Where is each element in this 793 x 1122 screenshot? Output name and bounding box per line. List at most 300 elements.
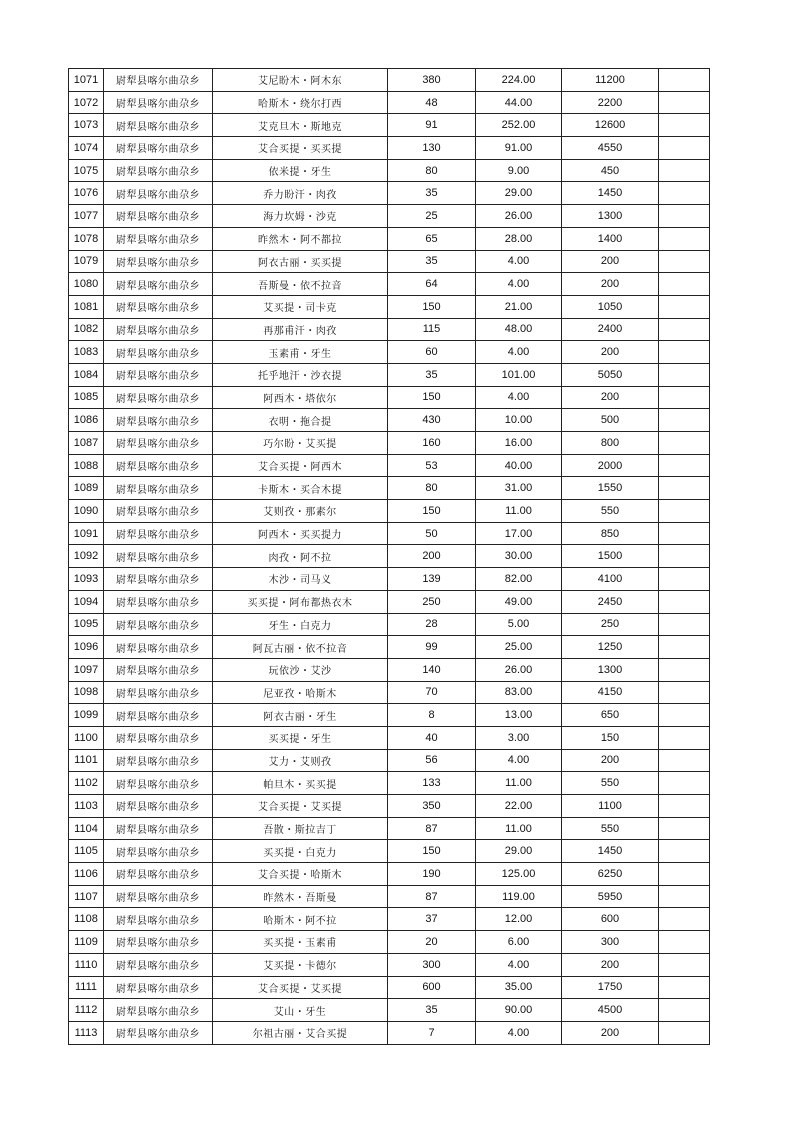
amount-cell: 30.00 bbox=[476, 545, 562, 568]
name-cell: 艾力・艾则孜 bbox=[213, 749, 388, 772]
amount-cell: 11.00 bbox=[476, 772, 562, 795]
name-cell: 艾买提・司卡克 bbox=[213, 295, 388, 318]
name-cell: 艾买提・卡德尔 bbox=[213, 953, 388, 976]
table-row bbox=[69, 386, 710, 409]
name-cell: 买买提・白克力 bbox=[213, 840, 388, 863]
amount-cell: 4.00 bbox=[476, 953, 562, 976]
amount-cell: 25.00 bbox=[476, 636, 562, 659]
township-cell: 尉犁县喀尔曲尕乡 bbox=[104, 636, 213, 659]
table-row bbox=[69, 613, 710, 636]
row-number: 1098 bbox=[69, 681, 104, 704]
row-number: 1111 bbox=[69, 976, 104, 999]
table-row bbox=[69, 318, 710, 341]
table-row bbox=[69, 545, 710, 568]
township-cell: 尉犁县喀尔曲尕乡 bbox=[104, 545, 213, 568]
township-cell: 尉犁县喀尔曲尕乡 bbox=[104, 522, 213, 545]
name-cell: 阿瓦古丽・依不拉音 bbox=[213, 636, 388, 659]
name-cell: 巧尔盼・艾买提 bbox=[213, 432, 388, 455]
name-cell: 玩依沙・艾沙 bbox=[213, 658, 388, 681]
row-number: 1077 bbox=[69, 205, 104, 228]
empty-cell bbox=[659, 885, 710, 908]
quantity-cell: 37 bbox=[388, 908, 476, 931]
row-number: 1089 bbox=[69, 477, 104, 500]
row-number: 1085 bbox=[69, 386, 104, 409]
amount-cell: 4.00 bbox=[476, 250, 562, 273]
row-number: 1078 bbox=[69, 227, 104, 250]
row-number: 1095 bbox=[69, 613, 104, 636]
quantity-cell: 8 bbox=[388, 704, 476, 727]
amount-cell: 17.00 bbox=[476, 522, 562, 545]
total-cell: 5950 bbox=[562, 885, 659, 908]
empty-cell bbox=[659, 863, 710, 886]
table-row bbox=[69, 568, 710, 591]
total-cell: 600 bbox=[562, 908, 659, 931]
table-row bbox=[69, 205, 710, 228]
township-cell: 尉犁县喀尔曲尕乡 bbox=[104, 658, 213, 681]
table-row bbox=[69, 295, 710, 318]
quantity-cell: 35 bbox=[388, 250, 476, 273]
table-row bbox=[69, 885, 710, 908]
total-cell: 11200 bbox=[562, 69, 659, 92]
total-cell: 2400 bbox=[562, 318, 659, 341]
row-number: 1075 bbox=[69, 159, 104, 182]
total-cell: 200 bbox=[562, 341, 659, 364]
row-number: 1099 bbox=[69, 704, 104, 727]
total-cell: 1100 bbox=[562, 795, 659, 818]
name-cell: 艾合买提・艾买提 bbox=[213, 976, 388, 999]
table-row bbox=[69, 976, 710, 999]
row-number: 1097 bbox=[69, 658, 104, 681]
total-cell: 500 bbox=[562, 409, 659, 432]
empty-cell bbox=[659, 318, 710, 341]
total-cell: 300 bbox=[562, 931, 659, 954]
quantity-cell: 99 bbox=[388, 636, 476, 659]
amount-cell: 83.00 bbox=[476, 681, 562, 704]
quantity-cell: 20 bbox=[388, 931, 476, 954]
name-cell: 阿西木・塔依尔 bbox=[213, 386, 388, 409]
row-number: 1103 bbox=[69, 795, 104, 818]
township-cell: 尉犁县喀尔曲尕乡 bbox=[104, 749, 213, 772]
name-cell: 买买提・玉素甫 bbox=[213, 931, 388, 954]
table-row bbox=[69, 114, 710, 137]
amount-cell: 44.00 bbox=[476, 91, 562, 114]
amount-cell: 40.00 bbox=[476, 454, 562, 477]
empty-cell bbox=[659, 454, 710, 477]
total-cell: 200 bbox=[562, 386, 659, 409]
name-cell: 艾克旦木・斯地克 bbox=[213, 114, 388, 137]
name-cell: 帕旦木・买买提 bbox=[213, 772, 388, 795]
township-cell: 尉犁县喀尔曲尕乡 bbox=[104, 227, 213, 250]
quantity-cell: 80 bbox=[388, 477, 476, 500]
empty-cell bbox=[659, 432, 710, 455]
quantity-cell: 87 bbox=[388, 817, 476, 840]
quantity-cell: 80 bbox=[388, 159, 476, 182]
name-cell: 尼亚孜・哈斯木 bbox=[213, 681, 388, 704]
table-row bbox=[69, 1021, 710, 1044]
township-cell: 尉犁县喀尔曲尕乡 bbox=[104, 795, 213, 818]
row-number: 1110 bbox=[69, 953, 104, 976]
empty-cell bbox=[659, 477, 710, 500]
quantity-cell: 250 bbox=[388, 590, 476, 613]
table-row bbox=[69, 159, 710, 182]
amount-cell: 91.00 bbox=[476, 137, 562, 160]
empty-cell bbox=[659, 409, 710, 432]
empty-cell bbox=[659, 273, 710, 296]
name-cell: 阿衣古丽・买买提 bbox=[213, 250, 388, 273]
data-table bbox=[68, 68, 710, 1045]
township-cell: 尉犁县喀尔曲尕乡 bbox=[104, 137, 213, 160]
quantity-cell: 150 bbox=[388, 840, 476, 863]
table-row bbox=[69, 477, 710, 500]
quantity-cell: 35 bbox=[388, 182, 476, 205]
amount-cell: 26.00 bbox=[476, 205, 562, 228]
name-cell: 哈斯木・绕尔打西 bbox=[213, 91, 388, 114]
table-row bbox=[69, 409, 710, 432]
township-cell: 尉犁县喀尔曲尕乡 bbox=[104, 817, 213, 840]
name-cell: 阿西木・买买提力 bbox=[213, 522, 388, 545]
quantity-cell: 160 bbox=[388, 432, 476, 455]
township-cell: 尉犁县喀尔曲尕乡 bbox=[104, 840, 213, 863]
quantity-cell: 91 bbox=[388, 114, 476, 137]
total-cell: 200 bbox=[562, 953, 659, 976]
total-cell: 2000 bbox=[562, 454, 659, 477]
amount-cell: 101.00 bbox=[476, 363, 562, 386]
quantity-cell: 7 bbox=[388, 1021, 476, 1044]
empty-cell bbox=[659, 568, 710, 591]
empty-cell bbox=[659, 953, 710, 976]
table-row bbox=[69, 704, 710, 727]
township-cell: 尉犁县喀尔曲尕乡 bbox=[104, 999, 213, 1022]
township-cell: 尉犁县喀尔曲尕乡 bbox=[104, 704, 213, 727]
row-number: 1102 bbox=[69, 772, 104, 795]
total-cell: 1050 bbox=[562, 295, 659, 318]
quantity-cell: 50 bbox=[388, 522, 476, 545]
amount-cell: 11.00 bbox=[476, 500, 562, 523]
township-cell: 尉犁县喀尔曲尕乡 bbox=[104, 863, 213, 886]
table-row bbox=[69, 273, 710, 296]
empty-cell bbox=[659, 908, 710, 931]
table-row bbox=[69, 795, 710, 818]
amount-cell: 21.00 bbox=[476, 295, 562, 318]
table-row bbox=[69, 749, 710, 772]
table-row bbox=[69, 726, 710, 749]
row-number: 1084 bbox=[69, 363, 104, 386]
name-cell: 哈斯木・阿不拉 bbox=[213, 908, 388, 931]
amount-cell: 6.00 bbox=[476, 931, 562, 954]
table-row bbox=[69, 91, 710, 114]
amount-cell: 29.00 bbox=[476, 840, 562, 863]
total-cell: 550 bbox=[562, 772, 659, 795]
quantity-cell: 430 bbox=[388, 409, 476, 432]
quantity-cell: 133 bbox=[388, 772, 476, 795]
empty-cell bbox=[659, 341, 710, 364]
row-number: 1087 bbox=[69, 432, 104, 455]
township-cell: 尉犁县喀尔曲尕乡 bbox=[104, 69, 213, 92]
total-cell: 550 bbox=[562, 500, 659, 523]
empty-cell bbox=[659, 636, 710, 659]
township-cell: 尉犁县喀尔曲尕乡 bbox=[104, 613, 213, 636]
row-number: 1113 bbox=[69, 1021, 104, 1044]
row-number: 1108 bbox=[69, 908, 104, 931]
township-cell: 尉犁县喀尔曲尕乡 bbox=[104, 885, 213, 908]
table-row bbox=[69, 250, 710, 273]
empty-cell bbox=[659, 999, 710, 1022]
name-cell: 海力坎姆・沙克 bbox=[213, 205, 388, 228]
township-cell: 尉犁县喀尔曲尕乡 bbox=[104, 500, 213, 523]
township-cell: 尉犁县喀尔曲尕乡 bbox=[104, 454, 213, 477]
quantity-cell: 600 bbox=[388, 976, 476, 999]
township-cell: 尉犁县喀尔曲尕乡 bbox=[104, 363, 213, 386]
township-cell: 尉犁县喀尔曲尕乡 bbox=[104, 976, 213, 999]
empty-cell bbox=[659, 182, 710, 205]
row-number: 1093 bbox=[69, 568, 104, 591]
amount-cell: 82.00 bbox=[476, 568, 562, 591]
row-number: 1073 bbox=[69, 114, 104, 137]
row-number: 1112 bbox=[69, 999, 104, 1022]
total-cell: 550 bbox=[562, 817, 659, 840]
township-cell: 尉犁县喀尔曲尕乡 bbox=[104, 908, 213, 931]
amount-cell: 16.00 bbox=[476, 432, 562, 455]
quantity-cell: 35 bbox=[388, 363, 476, 386]
table-row bbox=[69, 227, 710, 250]
table-row bbox=[69, 840, 710, 863]
quantity-cell: 60 bbox=[388, 341, 476, 364]
township-cell: 尉犁县喀尔曲尕乡 bbox=[104, 159, 213, 182]
quantity-cell: 200 bbox=[388, 545, 476, 568]
empty-cell bbox=[659, 159, 710, 182]
quantity-cell: 56 bbox=[388, 749, 476, 772]
quantity-cell: 190 bbox=[388, 863, 476, 886]
row-number: 1081 bbox=[69, 295, 104, 318]
township-cell: 尉犁县喀尔曲尕乡 bbox=[104, 568, 213, 591]
table-row bbox=[69, 137, 710, 160]
empty-cell bbox=[659, 114, 710, 137]
empty-cell bbox=[659, 931, 710, 954]
amount-cell: 22.00 bbox=[476, 795, 562, 818]
amount-cell: 10.00 bbox=[476, 409, 562, 432]
row-number: 1080 bbox=[69, 273, 104, 296]
name-cell: 艾尼盼木・阿木东 bbox=[213, 69, 388, 92]
row-number: 1088 bbox=[69, 454, 104, 477]
amount-cell: 224.00 bbox=[476, 69, 562, 92]
row-number: 1072 bbox=[69, 91, 104, 114]
table-row bbox=[69, 863, 710, 886]
empty-cell bbox=[659, 227, 710, 250]
empty-cell bbox=[659, 772, 710, 795]
empty-cell bbox=[659, 205, 710, 228]
amount-cell: 4.00 bbox=[476, 341, 562, 364]
name-cell: 牙生・白克力 bbox=[213, 613, 388, 636]
quantity-cell: 70 bbox=[388, 681, 476, 704]
total-cell: 1250 bbox=[562, 636, 659, 659]
amount-cell: 4.00 bbox=[476, 386, 562, 409]
row-number: 1079 bbox=[69, 250, 104, 273]
name-cell: 买买提・阿布都热衣木 bbox=[213, 590, 388, 613]
name-cell: 卡斯木・买合木提 bbox=[213, 477, 388, 500]
empty-cell bbox=[659, 386, 710, 409]
total-cell: 450 bbox=[562, 159, 659, 182]
total-cell: 800 bbox=[562, 432, 659, 455]
total-cell: 4550 bbox=[562, 137, 659, 160]
total-cell: 5050 bbox=[562, 363, 659, 386]
table-row bbox=[69, 363, 710, 386]
table-row bbox=[69, 658, 710, 681]
name-cell: 艾合买提・艾买提 bbox=[213, 795, 388, 818]
total-cell: 1550 bbox=[562, 477, 659, 500]
amount-cell: 252.00 bbox=[476, 114, 562, 137]
empty-cell bbox=[659, 590, 710, 613]
quantity-cell: 87 bbox=[388, 885, 476, 908]
total-cell: 250 bbox=[562, 613, 659, 636]
total-cell: 200 bbox=[562, 250, 659, 273]
quantity-cell: 28 bbox=[388, 613, 476, 636]
table-row bbox=[69, 772, 710, 795]
name-cell: 吾斯曼・依不拉音 bbox=[213, 273, 388, 296]
table-row bbox=[69, 681, 710, 704]
table-row bbox=[69, 931, 710, 954]
table-row bbox=[69, 454, 710, 477]
row-number: 1091 bbox=[69, 522, 104, 545]
row-number: 1094 bbox=[69, 590, 104, 613]
table-row bbox=[69, 999, 710, 1022]
empty-cell bbox=[659, 658, 710, 681]
empty-cell bbox=[659, 681, 710, 704]
row-number: 1109 bbox=[69, 931, 104, 954]
township-cell: 尉犁县喀尔曲尕乡 bbox=[104, 114, 213, 137]
amount-cell: 5.00 bbox=[476, 613, 562, 636]
total-cell: 4150 bbox=[562, 681, 659, 704]
township-cell: 尉犁县喀尔曲尕乡 bbox=[104, 409, 213, 432]
township-cell: 尉犁县喀尔曲尕乡 bbox=[104, 318, 213, 341]
total-cell: 650 bbox=[562, 704, 659, 727]
quantity-cell: 350 bbox=[388, 795, 476, 818]
table-row bbox=[69, 636, 710, 659]
table-row bbox=[69, 953, 710, 976]
amount-cell: 49.00 bbox=[476, 590, 562, 613]
table-body bbox=[69, 69, 710, 1045]
total-cell: 4100 bbox=[562, 568, 659, 591]
row-number: 1107 bbox=[69, 885, 104, 908]
name-cell: 木沙・司马义 bbox=[213, 568, 388, 591]
total-cell: 1500 bbox=[562, 545, 659, 568]
township-cell: 尉犁县喀尔曲尕乡 bbox=[104, 273, 213, 296]
quantity-cell: 115 bbox=[388, 318, 476, 341]
township-cell: 尉犁县喀尔曲尕乡 bbox=[104, 681, 213, 704]
amount-cell: 4.00 bbox=[476, 1021, 562, 1044]
quantity-cell: 40 bbox=[388, 726, 476, 749]
total-cell: 150 bbox=[562, 726, 659, 749]
table-row bbox=[69, 182, 710, 205]
row-number: 1104 bbox=[69, 817, 104, 840]
total-cell: 200 bbox=[562, 273, 659, 296]
empty-cell bbox=[659, 91, 710, 114]
total-cell: 1400 bbox=[562, 227, 659, 250]
empty-cell bbox=[659, 840, 710, 863]
name-cell: 艾合买提・买买提 bbox=[213, 137, 388, 160]
quantity-cell: 48 bbox=[388, 91, 476, 114]
table-row bbox=[69, 908, 710, 931]
empty-cell bbox=[659, 726, 710, 749]
quantity-cell: 35 bbox=[388, 999, 476, 1022]
total-cell: 1300 bbox=[562, 205, 659, 228]
name-cell: 昨然木・阿不都拉 bbox=[213, 227, 388, 250]
quantity-cell: 380 bbox=[388, 69, 476, 92]
township-cell: 尉犁县喀尔曲尕乡 bbox=[104, 250, 213, 273]
total-cell: 2450 bbox=[562, 590, 659, 613]
name-cell: 衣明・拖合提 bbox=[213, 409, 388, 432]
township-cell: 尉犁县喀尔曲尕乡 bbox=[104, 205, 213, 228]
amount-cell: 4.00 bbox=[476, 273, 562, 296]
name-cell: 艾合买提・哈斯木 bbox=[213, 863, 388, 886]
township-cell: 尉犁县喀尔曲尕乡 bbox=[104, 91, 213, 114]
amount-cell: 48.00 bbox=[476, 318, 562, 341]
table-row bbox=[69, 500, 710, 523]
name-cell: 昨然木・吾斯曼 bbox=[213, 885, 388, 908]
total-cell: 850 bbox=[562, 522, 659, 545]
total-cell: 12600 bbox=[562, 114, 659, 137]
total-cell: 4500 bbox=[562, 999, 659, 1022]
township-cell: 尉犁县喀尔曲尕乡 bbox=[104, 590, 213, 613]
quantity-cell: 150 bbox=[388, 295, 476, 318]
empty-cell bbox=[659, 69, 710, 92]
township-cell: 尉犁县喀尔曲尕乡 bbox=[104, 386, 213, 409]
amount-cell: 125.00 bbox=[476, 863, 562, 886]
row-number: 1106 bbox=[69, 863, 104, 886]
township-cell: 尉犁县喀尔曲尕乡 bbox=[104, 341, 213, 364]
name-cell: 肉孜・阿不拉 bbox=[213, 545, 388, 568]
empty-cell bbox=[659, 976, 710, 999]
total-cell: 1450 bbox=[562, 840, 659, 863]
table-row bbox=[69, 341, 710, 364]
township-cell: 尉犁县喀尔曲尕乡 bbox=[104, 1021, 213, 1044]
empty-cell bbox=[659, 500, 710, 523]
amount-cell: 9.00 bbox=[476, 159, 562, 182]
empty-cell bbox=[659, 250, 710, 273]
amount-cell: 3.00 bbox=[476, 726, 562, 749]
row-number: 1086 bbox=[69, 409, 104, 432]
amount-cell: 11.00 bbox=[476, 817, 562, 840]
total-cell: 200 bbox=[562, 749, 659, 772]
empty-cell bbox=[659, 817, 710, 840]
empty-cell bbox=[659, 1021, 710, 1044]
amount-cell: 29.00 bbox=[476, 182, 562, 205]
empty-cell bbox=[659, 749, 710, 772]
amount-cell: 26.00 bbox=[476, 658, 562, 681]
total-cell: 1300 bbox=[562, 658, 659, 681]
row-number: 1082 bbox=[69, 318, 104, 341]
row-number: 1096 bbox=[69, 636, 104, 659]
amount-cell: 31.00 bbox=[476, 477, 562, 500]
total-cell: 6250 bbox=[562, 863, 659, 886]
table-row bbox=[69, 817, 710, 840]
empty-cell bbox=[659, 295, 710, 318]
name-cell: 艾山・牙生 bbox=[213, 999, 388, 1022]
row-number: 1083 bbox=[69, 341, 104, 364]
township-cell: 尉犁县喀尔曲尕乡 bbox=[104, 772, 213, 795]
row-number: 1100 bbox=[69, 726, 104, 749]
name-cell: 吾散・斯拉吉丁 bbox=[213, 817, 388, 840]
amount-cell: 90.00 bbox=[476, 999, 562, 1022]
name-cell: 尔祖古丽・艾合买提 bbox=[213, 1021, 388, 1044]
township-cell: 尉犁县喀尔曲尕乡 bbox=[104, 432, 213, 455]
quantity-cell: 130 bbox=[388, 137, 476, 160]
table-row bbox=[69, 522, 710, 545]
table-row bbox=[69, 590, 710, 613]
name-cell: 依米提・牙生 bbox=[213, 159, 388, 182]
quantity-cell: 150 bbox=[388, 386, 476, 409]
township-cell: 尉犁县喀尔曲尕乡 bbox=[104, 477, 213, 500]
table-row bbox=[69, 432, 710, 455]
